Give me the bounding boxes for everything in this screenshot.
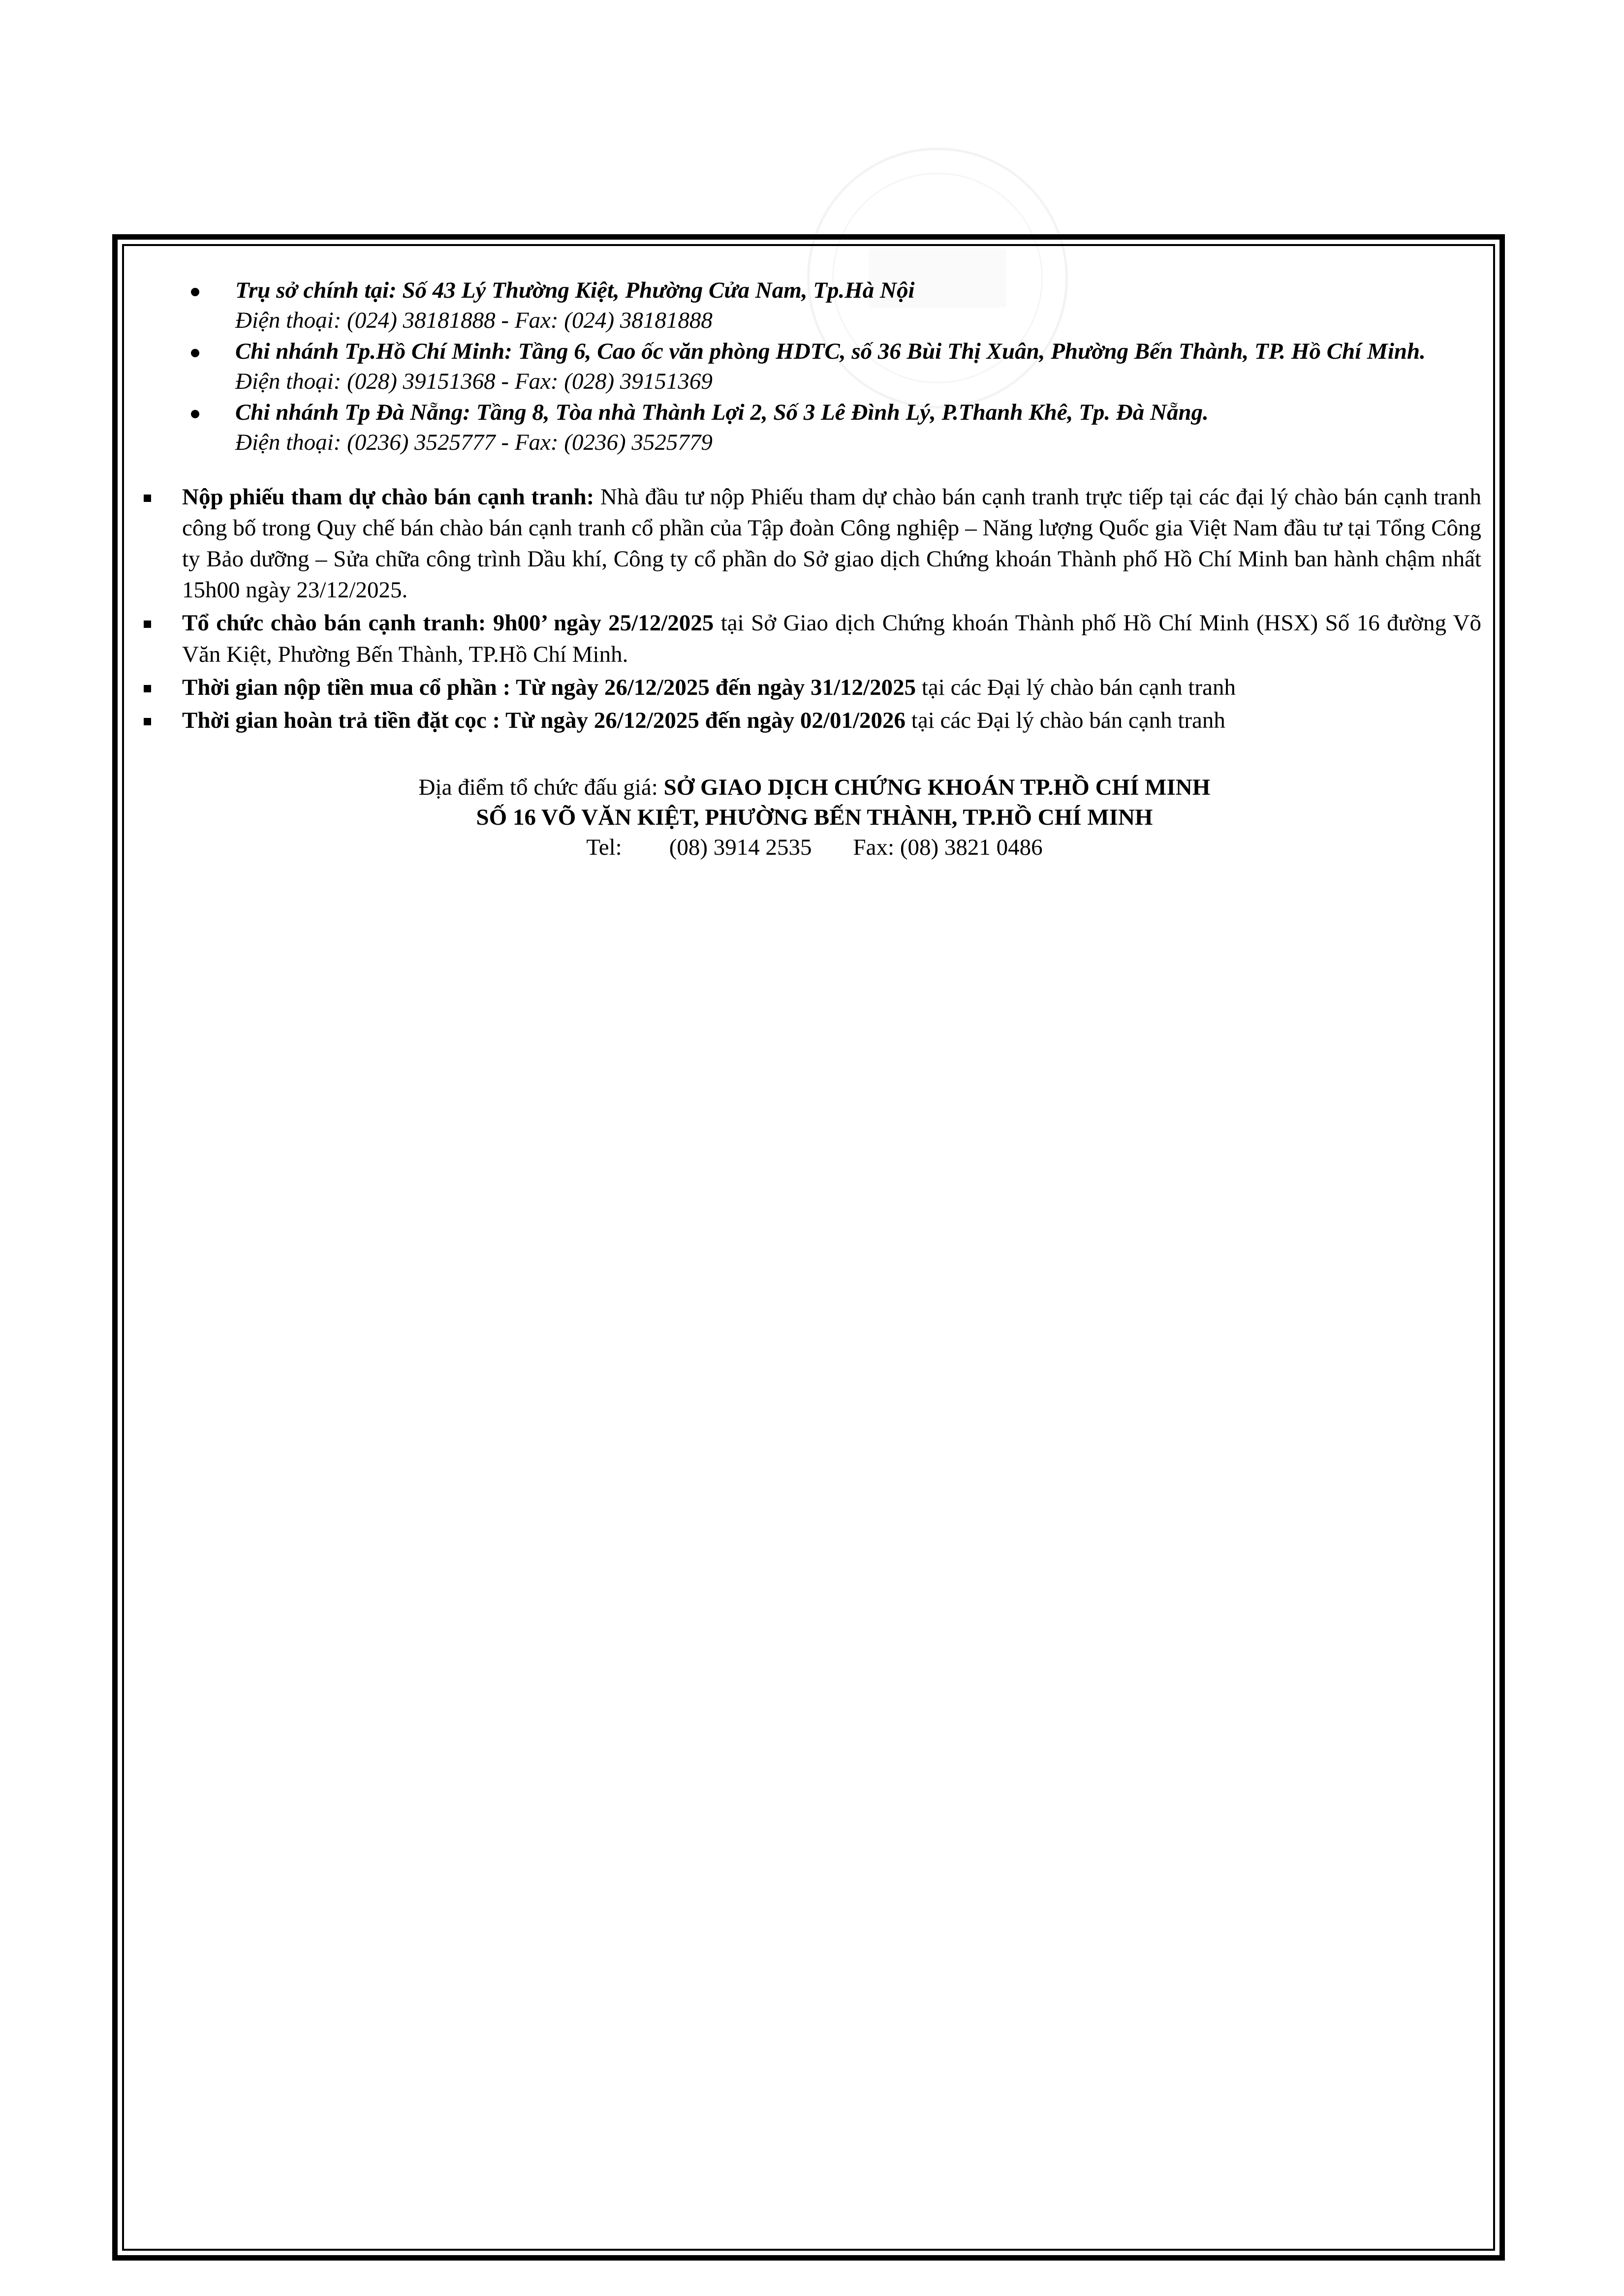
venue-address: SỐ 16 VÕ VĂN KIỆT, PHƯỜNG BẾN THÀNH, TP.HỒ CHÍ MINH [476,805,1153,831]
list-item [133,705,1481,736]
address-heading-value: Tầng 8, Tòa nhà Thành Lợi 2, Số 3 Lê Đình Lý, P.Thanh Khê, Tp. Đà Nẵng. [470,400,1209,426]
list-item [133,482,1481,606]
address-heading-value: Tầng 6, Cao ốc văn phòng HDTC, số 36 Bùi Thị Xuân, Phường Bến Thành, TP. Hồ Chí Minh. [512,339,1426,365]
address-contact: Điện thoại: (024) 38181888 - Fax: (024) 38181888 [235,308,713,334]
procedure-body: tại các Đại lý chào bán cạnh tranh [916,674,1236,700]
venue-label: Địa điểm tổ chức đấu giá: [418,775,664,801]
venue-headline [148,773,1481,803]
procedure-body: tại các Đại lý chào bán cạnh tranh [906,707,1225,733]
procedure-label: Thời gian nộp tiền mua cổ phần : Từ ngày 26/12/2025 đến ngày 31/12/2025 [182,674,916,700]
bullet-square-icon [144,685,151,692]
venue-name: SỞ GIAO DỊCH CHỨNG KHOÁN TP.HỒ CHÍ MINH [663,775,1211,801]
bullet-square-icon [144,621,151,628]
bullet-square-icon [144,718,151,725]
address-contact: Điện thoại: (0236) 3525777 - Fax: (0236) 3525779 [235,430,713,456]
list-item [133,337,1481,397]
address-heading-label: Chi nhánh Tp.Hồ Chí Minh: [235,339,512,365]
venue-contact [148,833,1481,863]
address-heading-label: Chi nhánh Tp Đà Nẵng: [235,400,470,426]
bullet-dot-icon [191,288,199,296]
venue-tel-value: (08) 3914 2535 [669,835,812,861]
list-item [133,276,1481,336]
bullet-square-icon [144,495,151,502]
list-item [133,608,1481,670]
address-heading-label: Trụ sở chính tại: [235,278,397,303]
address-list [133,276,1481,458]
page-content [133,276,1481,863]
venue-block [133,773,1481,863]
address-contact: Điện thoại: (028) 39151368 - Fax: (028) 39151369 [235,369,713,395]
procedure-body: tại Sở Giao dịch Chứng khoán Thành phố Hồ Chí Minh (HSX) Số 16 đường Võ Văn Kiệt, Phường Bến Thành, TP.Hồ Chí Minh. [182,610,1481,667]
address-heading [235,276,1481,306]
procedure-label: Nộp phiếu tham dự chào bán cạnh tranh: [182,484,594,510]
procedure-label: Tổ chức chào bán cạnh tranh: 9h00’ ngày 25/12/2025 [182,610,714,636]
list-item [133,398,1481,458]
address-heading-value: Số 43 Lý Thường Kiệt, Phường Cửa Nam, Tp.Hà Nội [396,278,915,303]
list-item [133,672,1481,703]
address-heading [235,398,1481,428]
bullet-dot-icon [191,349,199,357]
procedure-list [133,482,1481,737]
procedure-body: Nhà đầu tư nộp Phiếu tham dự chào bán cạnh tranh trực tiếp tại các đại lý chào bán cạnh tranh công bố trong Quy chế bán chào bán cạnh tranh cổ phần của Tập đoàn Công nghiệp – Năng lượng Quốc gia Việt Nam đầu tư tại Tổng Công ty Bảo dưỡng – Sửa chữa công trình Dầu khí, Công ty cổ phần do Sở giao dịch Chứng khoán Thành phố Hồ Chí Minh ban hành chậm nhất 15h00 ngày 23/12/2025. [182,484,1481,603]
procedure-label: Thời gian hoàn trả tiền đặt cọc : Từ ngày 26/12/2025 đến ngày 02/01/2026 [182,707,906,733]
venue-fax-value: Fax: (08) 3821 0486 [853,835,1043,861]
bullet-dot-icon [191,410,199,418]
venue-tel-label: Tel: [586,835,622,861]
address-heading [235,337,1481,367]
